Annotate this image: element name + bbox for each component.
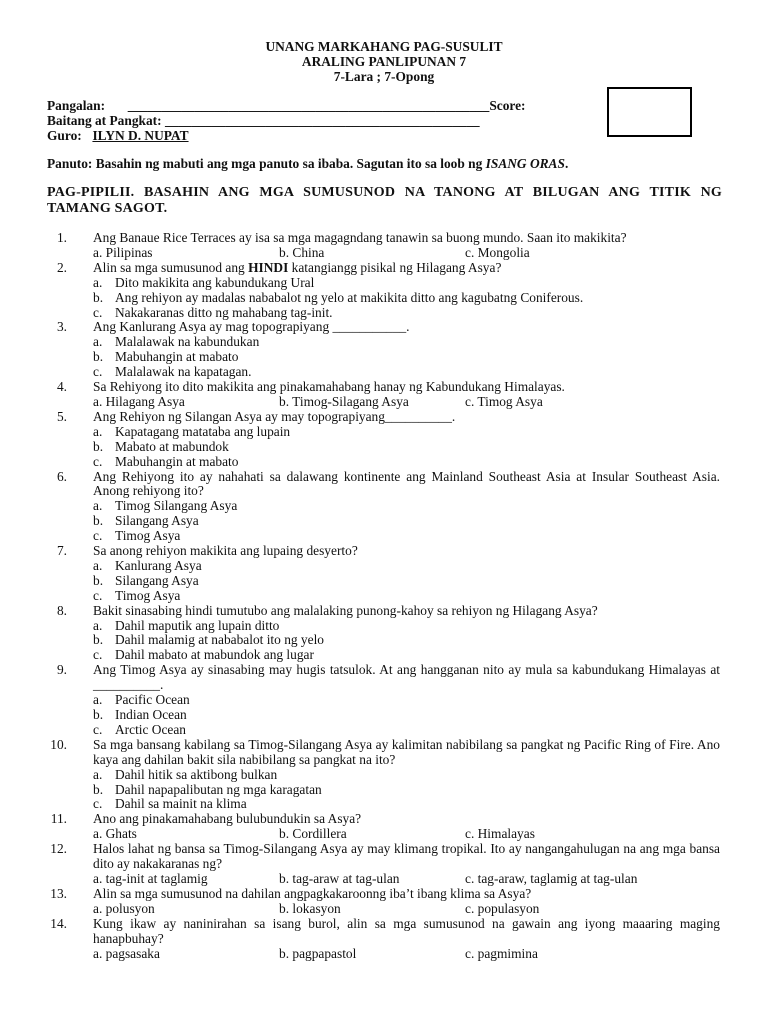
question-text: Kung ikaw ay naninirahan sa isang burol, alin sa mga sumusunod na gawain ang iyong maaaring maging hanapbuhay? xyxy=(93,915,720,946)
pangalan-label: Pangalan: xyxy=(47,98,106,113)
answer-option[interactable] xyxy=(0,768,768,783)
option-letter: a. xyxy=(93,274,103,290)
answer-option[interactable] xyxy=(0,589,768,604)
question-line xyxy=(0,887,768,902)
answer-option[interactable] xyxy=(0,797,768,812)
question-item xyxy=(0,231,768,261)
option-letter: a. xyxy=(93,557,103,573)
answer-options-row xyxy=(0,872,768,887)
answer-option[interactable]: c. Mongolia xyxy=(465,244,530,260)
option-letter: b. xyxy=(93,781,104,797)
question-text: Ang Kanlurang Asya ay mag topograpiyang ___________. xyxy=(93,319,410,335)
option-text: Dahil mabato at mabundok ang lugar xyxy=(115,647,314,663)
question-item xyxy=(0,380,768,410)
option-letter: b. xyxy=(93,632,104,648)
question-text: Sa mga bansang kabilang sa Timog-Silangang Asya ay kalimitan nabibilang sa pangkat ng Pacific Ring of Fire. Ano kaya ang dahilan bakit sila nabibilang sa pangkat na ito? xyxy=(93,736,720,767)
section-title: PAG-PIPILII. BASAHIN ANG MGA SUMUSUNOD NA TANONG AT BILUGAN ANG TITIK NG TAMANG SAGOT. xyxy=(47,185,722,216)
question-text-part: Alin sa mga sumusunod ang xyxy=(93,259,249,275)
pangalan-blank: ______________________________________________________ xyxy=(127,98,490,113)
question-list xyxy=(0,231,768,961)
question-line xyxy=(0,738,768,768)
option-letter: c. xyxy=(93,796,103,812)
score-box xyxy=(607,87,692,137)
question-item xyxy=(0,812,768,842)
option-letter: b. xyxy=(93,513,104,529)
subject-title: ARALING PANLIPUNAN 7 xyxy=(301,54,467,69)
answer-option[interactable]: a. Pilipinas xyxy=(93,244,153,260)
question-item xyxy=(0,663,768,738)
answer-option[interactable] xyxy=(0,350,768,365)
question-text-part: katangiangg pisikal ng Hilagang Asya? xyxy=(288,259,502,275)
question-number: 7. xyxy=(56,543,67,559)
question-number: 14. xyxy=(50,915,67,931)
answer-option[interactable]: c. pagmimina xyxy=(465,945,538,961)
answer-option[interactable] xyxy=(0,291,768,306)
option-letter: b. xyxy=(93,438,104,454)
question-text: Sa anong rehiyon makikita ang lupaing desyerto? xyxy=(93,543,358,559)
guro-name: ILYN D. NUPAT xyxy=(92,128,189,143)
option-letter: c. xyxy=(93,304,103,320)
option-text: Mabato at mabundok xyxy=(115,438,229,454)
option-text: Malalawak na kapatagan. xyxy=(115,364,252,380)
question-line xyxy=(0,320,768,335)
question-text: Ang Rehiyong ito ay nahahati sa dalawang kontinente ang Mainland Southeast Asia at Insular Southeast Asia. Anong rehiyong ito? xyxy=(93,468,720,499)
option-letter: c. xyxy=(93,721,103,737)
answer-option[interactable] xyxy=(0,648,768,663)
question-line xyxy=(0,604,768,619)
question-line xyxy=(0,812,768,827)
baitang-blank: _______________________________________________ xyxy=(164,113,480,128)
answer-option[interactable]: b. tag-araw at tag-ulan xyxy=(279,870,400,886)
option-letter: c. xyxy=(93,528,103,544)
question-item xyxy=(0,261,768,321)
question-number: 5. xyxy=(56,408,67,424)
option-text: Arctic Ocean xyxy=(115,721,187,737)
instructions-end: . xyxy=(564,156,569,171)
question-line xyxy=(0,842,768,872)
question-item xyxy=(0,887,768,917)
question-text: Ang Banaue Rice Terraces ay isa sa mga magagndang tanawin sa buong mundo. Saan ito makikita? xyxy=(93,230,627,245)
option-text: Silangang Asya xyxy=(115,513,199,529)
option-text: Mabuhangin at mabato xyxy=(115,349,239,365)
option-text: Dahil napapalibutan ng mga karagatan xyxy=(115,781,322,797)
answer-option[interactable] xyxy=(0,276,768,291)
option-text: Nakakaranas ditto ng mahabang tag-init. xyxy=(115,304,333,320)
answer-option[interactable] xyxy=(0,723,768,738)
answer-option[interactable] xyxy=(0,499,768,514)
question-text: Bakit sinasabing hindi tumutubo ang malalaking punong-kahoy sa rehiyon ng Hilagang Asya? xyxy=(93,602,598,618)
score-label: Score: xyxy=(489,98,526,113)
question-item xyxy=(0,604,768,664)
guro-label: Guro: xyxy=(47,128,82,143)
option-text: Kanlurang Asya xyxy=(115,557,202,573)
answer-option[interactable] xyxy=(0,440,768,455)
question-text: Ano ang pinakamahabang bulubundukin sa Asya? xyxy=(93,811,362,827)
option-text: Ang rehiyon ay madalas nababalot ng yelo at makikita ditto ang kagubatng Coniferous. xyxy=(115,289,584,305)
option-letter: a. xyxy=(93,498,103,514)
answer-option[interactable]: b. lokasyon xyxy=(279,900,341,916)
answer-options-row xyxy=(0,902,768,917)
question-item xyxy=(0,410,768,470)
answer-option[interactable] xyxy=(0,335,768,350)
question-text: Ang Timog Asya ay sinasabing may hugis tatsulok. At ang hangganan nito ay mula sa kabundukang Himalayas at __________. xyxy=(93,662,720,693)
option-letter: b. xyxy=(93,289,104,305)
question-item xyxy=(0,470,768,545)
answer-option[interactable] xyxy=(0,455,768,470)
instructions-text: Panuto: Basahin ng mabuti ang mga panuto sa ibaba. Sagutan ito sa loob ng xyxy=(47,156,486,171)
question-text: Halos lahat ng bansa sa Timog-Silangang Asya ay may klimang tropikal. Ito ay nangangahulugan na ang mga bansa dito ay nakakaranas ng? xyxy=(93,841,720,872)
answer-option[interactable]: b. Cordillera xyxy=(279,826,347,842)
baitang-label: Baitang at Pangkat: xyxy=(47,113,162,128)
question-number: 6. xyxy=(56,468,67,484)
answer-option[interactable]: b. Timog-Silagang Asya xyxy=(279,393,409,409)
question-line xyxy=(0,261,768,276)
question-text xyxy=(93,261,720,276)
answer-option[interactable]: a. polusyon xyxy=(93,900,155,916)
option-letter: c. xyxy=(93,587,103,603)
question-line xyxy=(0,917,768,947)
question-item xyxy=(0,842,768,887)
instructions-emphasis: ISANG ORAS xyxy=(485,156,565,171)
option-text: Dito makikita ang kabundukang Ural xyxy=(115,274,315,290)
option-letter: a. xyxy=(93,692,103,708)
answer-option[interactable] xyxy=(0,306,768,321)
option-letter: c. xyxy=(93,453,103,469)
option-letter: a. xyxy=(93,334,103,350)
instructions xyxy=(47,157,568,172)
question-text-emphasis: HINDI xyxy=(248,259,289,275)
answer-option[interactable] xyxy=(0,425,768,440)
option-letter: b. xyxy=(93,707,104,722)
answer-option[interactable] xyxy=(0,529,768,544)
answer-option[interactable]: c. populasyon xyxy=(465,900,540,916)
answer-option[interactable]: a. Hilagang Asya xyxy=(93,393,185,409)
option-text: Kapatagang matataba ang lupain xyxy=(115,423,291,439)
question-number: 10. xyxy=(50,736,67,752)
answer-option[interactable] xyxy=(0,365,768,380)
exam-title: UNANG MARKAHANG PAG-SUSULIT xyxy=(265,39,503,54)
option-letter: c. xyxy=(93,647,103,663)
option-text: Timog Silangang Asya xyxy=(115,498,238,514)
option-letter: b. xyxy=(93,572,104,588)
answer-option[interactable] xyxy=(0,559,768,574)
answer-option[interactable] xyxy=(0,708,768,723)
question-number: 4. xyxy=(56,379,67,395)
answer-option[interactable]: b. China xyxy=(279,244,325,260)
question-text: Alin sa mga sumusunod na dahilan angpagkakaroonng iba’t ibang klima sa Asya? xyxy=(93,885,532,901)
question-number: 9. xyxy=(56,662,67,678)
question-line xyxy=(0,380,768,395)
pangalan-row xyxy=(47,99,526,114)
question-line xyxy=(0,544,768,559)
question-line xyxy=(0,410,768,425)
question-item xyxy=(0,544,768,604)
guro-row xyxy=(47,129,189,144)
answer-options-row xyxy=(0,827,768,842)
question-item xyxy=(0,738,768,813)
answer-option[interactable] xyxy=(0,633,768,648)
option-letter: b. xyxy=(93,349,104,365)
answer-option[interactable] xyxy=(0,514,768,529)
question-line xyxy=(0,231,768,246)
baitang-row xyxy=(47,114,480,129)
option-text: Dahil maputik ang lupain ditto xyxy=(115,617,280,633)
answer-option[interactable]: a. tag-init at taglamig xyxy=(93,870,208,886)
question-item xyxy=(0,320,768,380)
question-number: 13. xyxy=(50,885,67,901)
option-letter: a. xyxy=(93,617,103,633)
answer-option[interactable] xyxy=(0,619,768,634)
answer-option[interactable]: b. pagpapastol xyxy=(279,945,357,961)
answer-options-row xyxy=(0,395,768,410)
question-text: Ang Rehiyon ng Silangan Asya ay may topograpiyang__________. xyxy=(93,408,456,424)
question-item xyxy=(0,917,768,962)
class-sections: 7-Lara ; 7-Opong xyxy=(333,69,435,84)
option-text: Dahil sa mainit na klima xyxy=(115,796,247,812)
option-text: Dahil hitik sa aktibong bulkan xyxy=(115,766,278,782)
option-text: Timog Asya xyxy=(115,528,181,544)
answer-option[interactable]: c. tag-araw, taglamig at tag-ulan xyxy=(465,870,638,886)
question-number: 2. xyxy=(56,259,67,275)
question-number: 3. xyxy=(56,319,67,335)
answer-options-row xyxy=(0,947,768,962)
question-number: 8. xyxy=(56,602,67,618)
question-number: 1. xyxy=(56,230,67,245)
option-letter: a. xyxy=(93,766,103,782)
option-letter: c. xyxy=(93,364,103,380)
answer-option[interactable]: c. Himalayas xyxy=(465,826,535,842)
question-line xyxy=(0,663,768,693)
option-text: Malalawak na kabundukan xyxy=(115,334,260,350)
question-number: 11. xyxy=(50,811,67,827)
option-text: Timog Asya xyxy=(115,587,181,603)
question-text: Sa Rehiyong ito dito makikita ang pinakamahabang hanay ng Kabundukang Himalayas. xyxy=(93,379,565,395)
answer-options-row xyxy=(0,246,768,261)
option-letter: a. xyxy=(93,423,103,439)
option-text: Indian Ocean xyxy=(115,707,187,722)
answer-option[interactable] xyxy=(0,783,768,798)
question-line xyxy=(0,470,768,500)
answer-option[interactable]: a. pagsasaka xyxy=(93,945,160,961)
question-number: 12. xyxy=(50,841,67,857)
answer-option[interactable]: c. Timog Asya xyxy=(465,393,543,409)
answer-option[interactable]: a. Ghats xyxy=(93,826,137,842)
option-text: Pacific Ocean xyxy=(115,692,190,708)
option-text: Silangang Asya xyxy=(115,572,199,588)
option-text: Dahil malamig at nababalot ito ng yelo xyxy=(115,632,324,648)
answer-option[interactable] xyxy=(0,574,768,589)
option-text: Mabuhangin at mabato xyxy=(115,453,239,469)
answer-option[interactable] xyxy=(0,693,768,708)
